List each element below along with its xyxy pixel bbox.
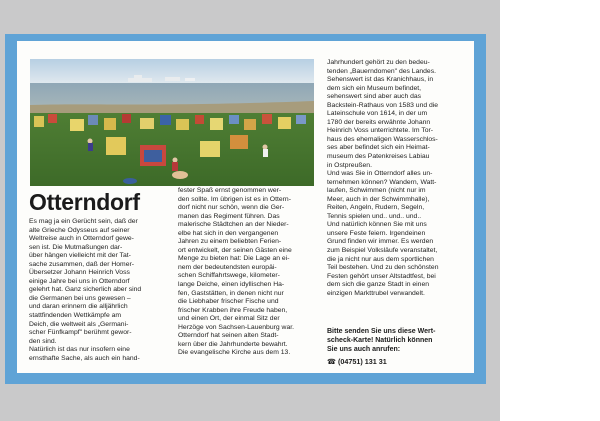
- postcard-paper: [17, 41, 474, 373]
- text-column-3: Jahrhundert gehört zu den bedeu- tenden „Bauerndomen" des Landes. Sehenswert ist das Kranichhaus, in dem sich ein Museum befindet, sehenswert sind aber auch das Backstein-Rathaus von 1583 und die Lateinschule von 1614, in der um 1780 der bereits erwähnte Johann Heinrich Voss unterrichtete. Im Tor- haus des ehemaligen Wasserschlos- ses aber befindet sich ein Heimat- museum des Patenkreises Labiau in Ostpreußen. Und was Sie in Otterndorf alles un- ternehmen können? Wandern, Watt- laufen, Schwimmen (nicht nur im Meer, auch in der Schwimmhalle), Reiten, Angeln, Rudern, Segeln, Tennis spielen und.. und.. und.. Und natürlich können Sie mit uns unsere Feste feiern. Irgendeinen Grund finden wir immer. Es werden zum Beispiel Volksläufe veranstaltet, die ja nicht nur aus dem sportlichen Teil bestehen. Und zu den schönsten Festen gehört unser Altstadtfest, bei dem sich die ganze Stadt in einen einzigen Markttrubel verwandelt.: [327, 59, 439, 297]
- phone-number: ☎ (04751) 131 31: [327, 357, 387, 366]
- text-column-1: Es mag ja ein Gerücht sein, daß der alte Grieche Odysseus auf seiner Weltreise auch in Otterndorf gewe- sen ist. Die Mutmaßungen dar- über hängen vielleicht mit der Tat- sache zusammen, daß der Homer- Übersetzer Johann Heinrich Voss einige Jahre bei uns in Otterndorf gelehrt hat. Ganz sicherlich aber sind die Germanen bei uns gewesen – und daran erinnern die alljährlich stattfindenden Wettkämpfe am Deich, die weltweit als „Germani- scher Fünfkampf" berühmt gewor- den sind. Natürlich ist das nur insofern eine ernsthafte Sache, als auch ein hand-: [29, 218, 142, 362]
- text-column-2: fester Spaß ernst genommen wer- den sollte. Im übrigen ist es in Ottern- dorf nicht nur schön, wenn die Ger- manen das Regiment führen. Das malerische Städtchen an der Nieder- elbe hat sich in den vergangenen Jahren zu einem beliebten Ferien- ort entwickelt, der seinen Gästen eine Menge zu bieten hat: Die Lage an ei- nem der bedeutendsten europäi- schen Schiffahrtswege, kilometer- lange Deiche, einen idyllischen Ha- fen, Gaststätten, in denen nicht nur die Liebhaber frischer Fische und frischer Krabben ihre Freude haben, und einen Ort, der einmal Sitz der Herzöge von Sachsen-Lauenburg war. Otterndorf hat seinen alten Stadt- kern über die Jahrhunderte bewahrt. Die evangelische Kirche aus dem 13.: [178, 187, 294, 357]
- beach-photo: [30, 59, 314, 186]
- call-to-action: Bitte senden Sie uns diese Wert- scheck-Karte! Natürlich können Sie uns auch anrufen:: [327, 328, 436, 353]
- postcard-frame: [5, 34, 486, 384]
- page-title: Otterndorf: [29, 189, 140, 215]
